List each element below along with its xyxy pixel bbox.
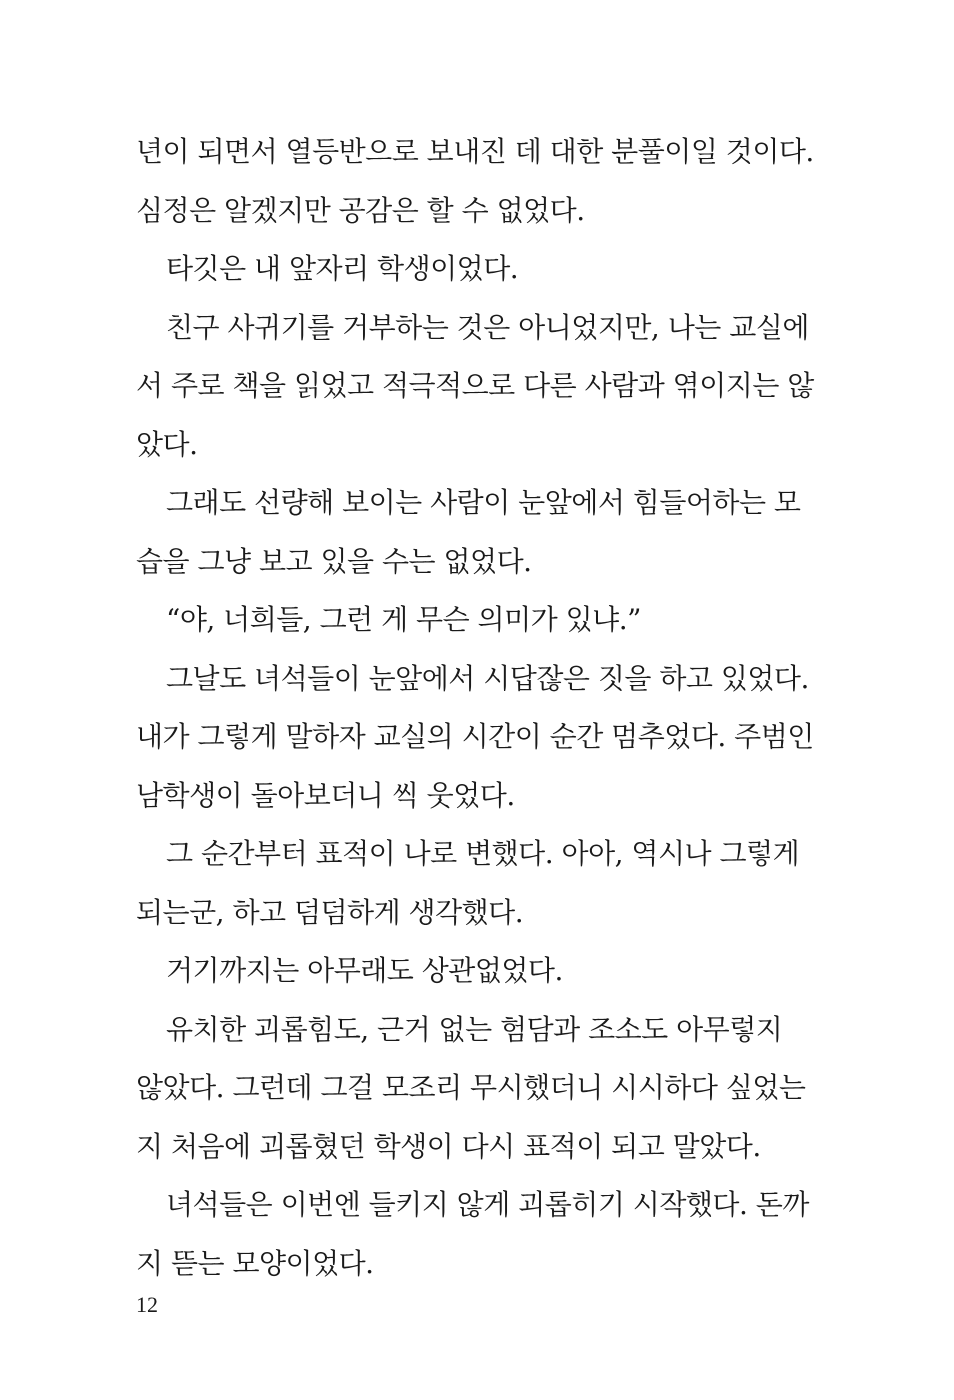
- text-line-19: 녀석들은 이번엔 들키지 않게 괴롭히기 시작했다. 돈까: [166, 1188, 809, 1221]
- text-line-2: 심정은 알겠지만 공감은 할 수 없었다.: [136, 193, 585, 227]
- text-line-5: 서 주로 책을 읽었고 적극적으로 다른 사람과 엮이지는 않: [136, 369, 814, 402]
- text-line-7: 그래도 선량해 보이는 사람이 눈앞에서 힘들어하는 모: [166, 486, 801, 519]
- text-line-9: “야, 너희들, 그런 게 무슨 의미가 있냐.”: [166, 603, 641, 636]
- text-line-8: 습을 그냥 보고 있을 수는 없었다.: [136, 544, 532, 578]
- text-line-1: 년이 되면서 열등반으로 보내진 데 대한 분풀이일 것이다.: [136, 135, 814, 168]
- text-line-16: 유치한 괴롭힘도, 근거 없는 험담과 조소도 아무렇지: [166, 1012, 783, 1046]
- text-line-11: 내가 그렇게 말하자 교실의 시간이 순간 멈추었다. 주범인: [136, 720, 814, 753]
- text-line-12: 남학생이 돌아보더니 씩 웃었다.: [136, 778, 515, 812]
- text-line-3: 타깃은 내 앞자리 학생이었다.: [166, 252, 519, 285]
- text-line-4: 친구 사귀기를 거부하는 것은 아니었지만, 나는 교실에: [166, 310, 809, 344]
- body-text: [136, 128, 814, 1298]
- text-line-15: 거기까지는 아무래도 상관없었다.: [166, 954, 563, 987]
- text-line-14: 되는군, 하고 덤덤하게 생각했다.: [136, 895, 524, 929]
- text-line-20: 지 뜯는 모양이었다.: [136, 1246, 374, 1280]
- text-line-18: 지 처음에 괴롭혔던 학생이 다시 표적이 되고 말았다.: [136, 1129, 761, 1163]
- text-line-6: 았다.: [136, 427, 198, 461]
- text-line-17: 않았다. 그런데 그걸 모조리 무시했더니 시시하다 싶었는: [136, 1071, 806, 1104]
- text-line-13: 그 순간부터 표적이 나로 변했다. 아아, 역시나 그렇게: [166, 837, 800, 870]
- page-number: 12: [136, 1292, 158, 1317]
- text-line-10: 그날도 녀석들이 눈앞에서 시답잖은 짓을 하고 있었다.: [166, 661, 809, 695]
